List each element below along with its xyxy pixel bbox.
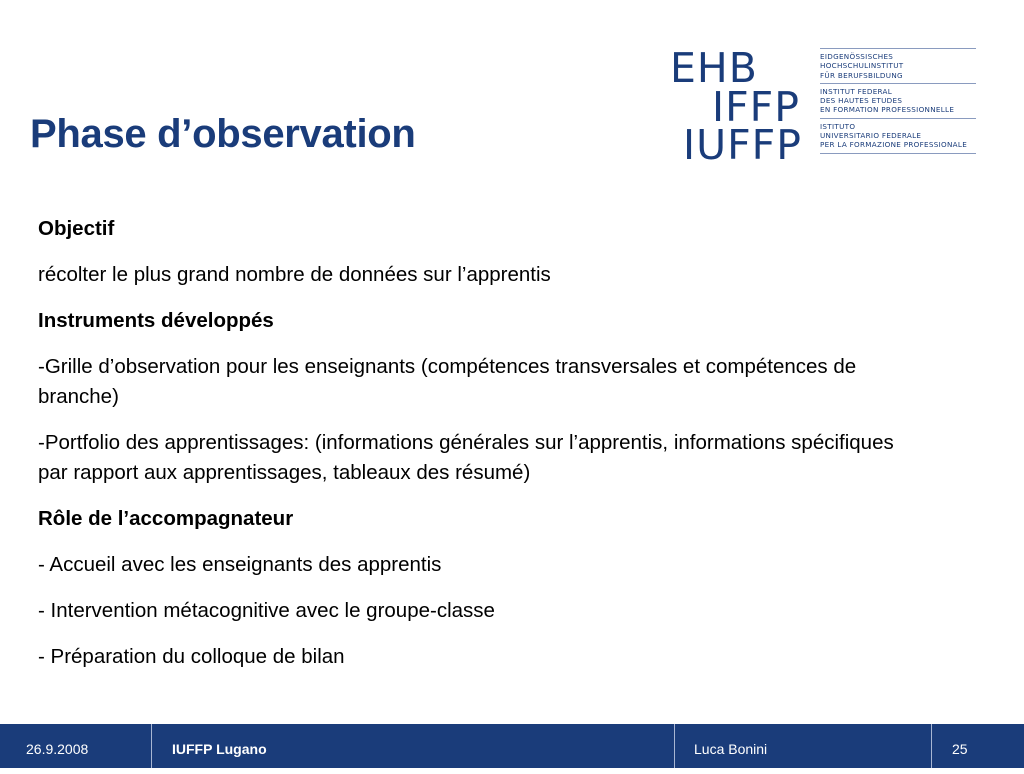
objective-text: récolter le plus grand nombre de données sur l’apprentis [38, 263, 551, 286]
slide-footer [0, 724, 1024, 768]
logo-text [820, 48, 976, 154]
logo-text-line: INSTITUT FEDERAL [820, 86, 893, 96]
logo-text-line: PER LA FORMAZIONE PROFESSIONALE [820, 140, 968, 150]
footer-page-number: 25 [952, 741, 968, 757]
logo-text-line: EIDGENÖSSISCHES [820, 52, 894, 61]
slide-title: Phase d’observation [30, 112, 416, 156]
logo-letters-iuffp: IUFFP [683, 121, 802, 169]
logo-text-line: HOCHSCHULINSTITUT [820, 61, 904, 71]
logo-text-line: UNIVERSITARIO FEDERALE [820, 131, 922, 141]
footer-date: 26.9.2008 [26, 741, 89, 757]
logo-text-german [820, 48, 976, 83]
logo-letters-ehb: EHB [670, 44, 758, 92]
footer-organization: IUFFP Lugano [172, 741, 267, 757]
logo-text-line: ISTITUTO [820, 121, 856, 131]
logo-text-line: FÜR BERUFSBILDUNG [820, 70, 903, 80]
role-item: - Intervention métacognitive avec le groupe-classe [38, 599, 495, 622]
footer-divider [931, 724, 932, 768]
instrument-item: -Grille d’observation pour les enseignants (compétences transversales et compétences de branche) [38, 355, 857, 408]
section-heading-instruments: Instruments développés [38, 309, 274, 332]
logo-text-french [820, 83, 976, 118]
role-item: - Accueil avec les enseignants des apprentis [38, 553, 442, 576]
logo-letters [668, 44, 808, 169]
role-item: - Préparation du colloque de bilan [38, 645, 345, 668]
section-heading-role: Rôle de l’accompagnateur [38, 507, 294, 530]
footer-divider [674, 724, 675, 768]
logo-text-line: EN FORMATION PROFESSIONNELLE [820, 105, 955, 115]
logo-text-line: DES HAUTES ETUDES [820, 96, 903, 106]
section-heading-objectif: Objectif [38, 217, 115, 240]
logo-letters-iffp: IFFP [712, 83, 800, 131]
footer-divider [151, 724, 152, 768]
slide-body [38, 214, 918, 688]
footer-author: Luca Bonini [694, 741, 768, 757]
logo-text-italian [820, 118, 976, 154]
instrument-item: -Portfolio des apprentissages: (informations générales sur l’apprentis, informations spécifiques par rapport aux apprentissages, tableaux des résumé) [38, 431, 894, 484]
institution-logo [668, 44, 980, 169]
